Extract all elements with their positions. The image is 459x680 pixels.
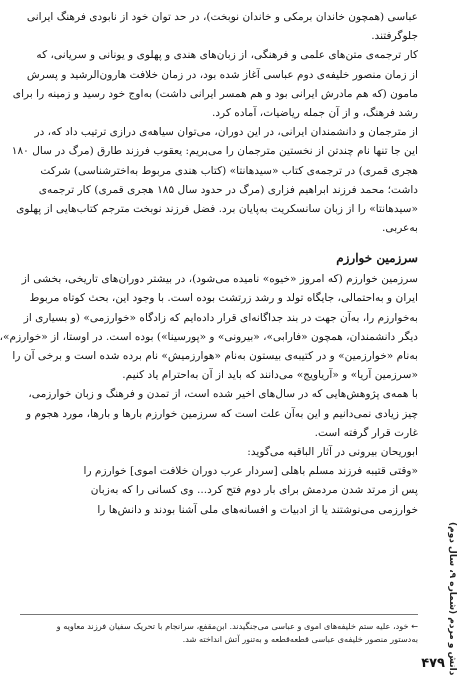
paragraph-3 bbox=[11, 123, 418, 238]
text-line: هجری قمری) در ترجمه‌ی کتاب «سیدهانتا» (کتاب هندی مربوط به‌اخترشناسی) شرکت bbox=[40, 164, 418, 177]
text-line: به‌عربی. bbox=[382, 222, 418, 235]
page-number: ۴۷۹ bbox=[421, 656, 445, 671]
text-line: داشت؛ محمد فرزند ابراهیم فزاری (مرگ در حدود سال ۱۸۵ هجری قمری) کار ترجمه‌ی bbox=[38, 183, 418, 196]
quote-line: خوارزمی می‌نوشتند یا از ادبیات و افسانه‌های ملی آشنا بودند و دانش‌ها را bbox=[97, 503, 418, 516]
footnote-line: به‌دستور منصور خلیفه‌ی عباسی قطعه‌قطعه و به‌تنور آتش انداخته شد. bbox=[182, 634, 418, 644]
text-line: جلوگرفتند. bbox=[371, 30, 418, 43]
text-line: از مترجمان و دانشمندان ایرانی، در این دوران، می‌توان سیاهه‌ی درازی ترتیب داد که، در bbox=[34, 126, 418, 139]
quote-line: «وقتی قتیبه فرزند مسلم باهلی [سردار عرب دوران خلافت اموی] خوارزم را bbox=[83, 465, 418, 478]
text-line: این جا تنها نام چندتن از نخستین مترجمان را می‌بریم: یعقوب فرزند طارق (مرگ در سال ۱۸۰ bbox=[11, 145, 418, 158]
footnote-line: ← خود، علیه ستم خلیفه‌های اموی و عباسی می‌جنگیدند. ابن‌مقفع، سرانجام با تحریک سفیان فرزند معاویه و bbox=[56, 621, 418, 631]
quote-line: پس از مرتد شدن مردمش برای بار دوم فتح کرد... وی کسانی را که به‌زبان bbox=[90, 484, 418, 497]
text-line: به‌نام «خوارزمین» و در کتیبه‌ی بیستون به‌نام «هوارزمیش» نام برده شده است و برخی آن را bbox=[12, 350, 418, 362]
text-line: با همه‌ی پژوهش‌هایی که در سال‌های اخیر شده است، از تمدن و فرهنگ و زبان خوارزمی، bbox=[28, 388, 418, 401]
text-line: «سرزمین آریا» و «آریاویج» می‌دانند که باید از آن به‌احترام یاد کنیم. bbox=[122, 369, 418, 382]
text-line: مامون (که هم مادرش ایرانی بود و هم همسر ایرانی داشت) به‌اوج خود رسید و زمینه را برای bbox=[12, 87, 418, 100]
text-line: ابوریحان بیرونی در آثار الباقیه می‌گوید: bbox=[247, 445, 418, 458]
text-line: چیز زیادی نمی‌دانیم و این به‌آن علت است که سرزمین خوارزم بارها و بارها، مورد هجوم و bbox=[26, 407, 418, 420]
text-line: عباسی (همچون خاندان برمکی و خاندان نوبخت)، در حد توان خود از نابودی فرهنگ ایرانی bbox=[26, 11, 418, 23]
text-line: سرزمین خوارزم (که امروز «خیوه» نامیده می‌شود)، در بیشتر دوران‌های تاریخی، بخشی از bbox=[21, 273, 418, 286]
text-line: دیگر دانشمندان، همچون «فارابی»، «بیرونی» و «پورسینا») بوده است. در اوستا، از «خوارزم»، bbox=[0, 330, 418, 343]
text-line: «سیدهانتا» را از زبان سانسکریت به‌پایان برد. فضل فرزند نوبخت مترجم کتاب‌هایی از پهلوی bbox=[16, 202, 418, 215]
text-line: از زمان منصور خلیفه‌ی دوم عباسی آغاز شده بود، در زمان خلافت هارون‌الرشید و پسرش bbox=[26, 68, 418, 81]
paragraph-4 bbox=[0, 270, 418, 443]
paragraph-2 bbox=[12, 46, 418, 123]
body-text bbox=[0, 8, 418, 520]
text-line: رشد فرهنگ، و از آن جمله ریاضیات، آماده کرد. bbox=[211, 106, 418, 119]
paragraph-5 bbox=[20, 443, 418, 520]
paragraph-1 bbox=[20, 8, 418, 46]
text-line: کار ترجمه‌ی متن‌های علمی و فرهنگی، از زبان‌های هندی و پهلوی و یونانی و سریانی، که bbox=[36, 49, 418, 62]
running-side-label: دانش و مردم (شماره ۹، سال دوم) bbox=[447, 521, 457, 675]
footnote-divider bbox=[20, 614, 418, 615]
footnote bbox=[20, 620, 418, 646]
section-heading: سرزمین خوارزم bbox=[336, 251, 418, 266]
text-line: ایران و به‌احتمالی، جایگاه تولد و رشد زرتشت بوده است. با وجود این، بحث کوتاه مربوط bbox=[29, 292, 418, 305]
text-line: غارت قرار گرفته است. bbox=[314, 426, 418, 439]
text-line: به‌خوارزم را، به‌آن جهت در بند جداگانه‌ای قرار داده‌ایم که زادگاه «خوارزمی» (و بسیاری از bbox=[23, 311, 418, 324]
